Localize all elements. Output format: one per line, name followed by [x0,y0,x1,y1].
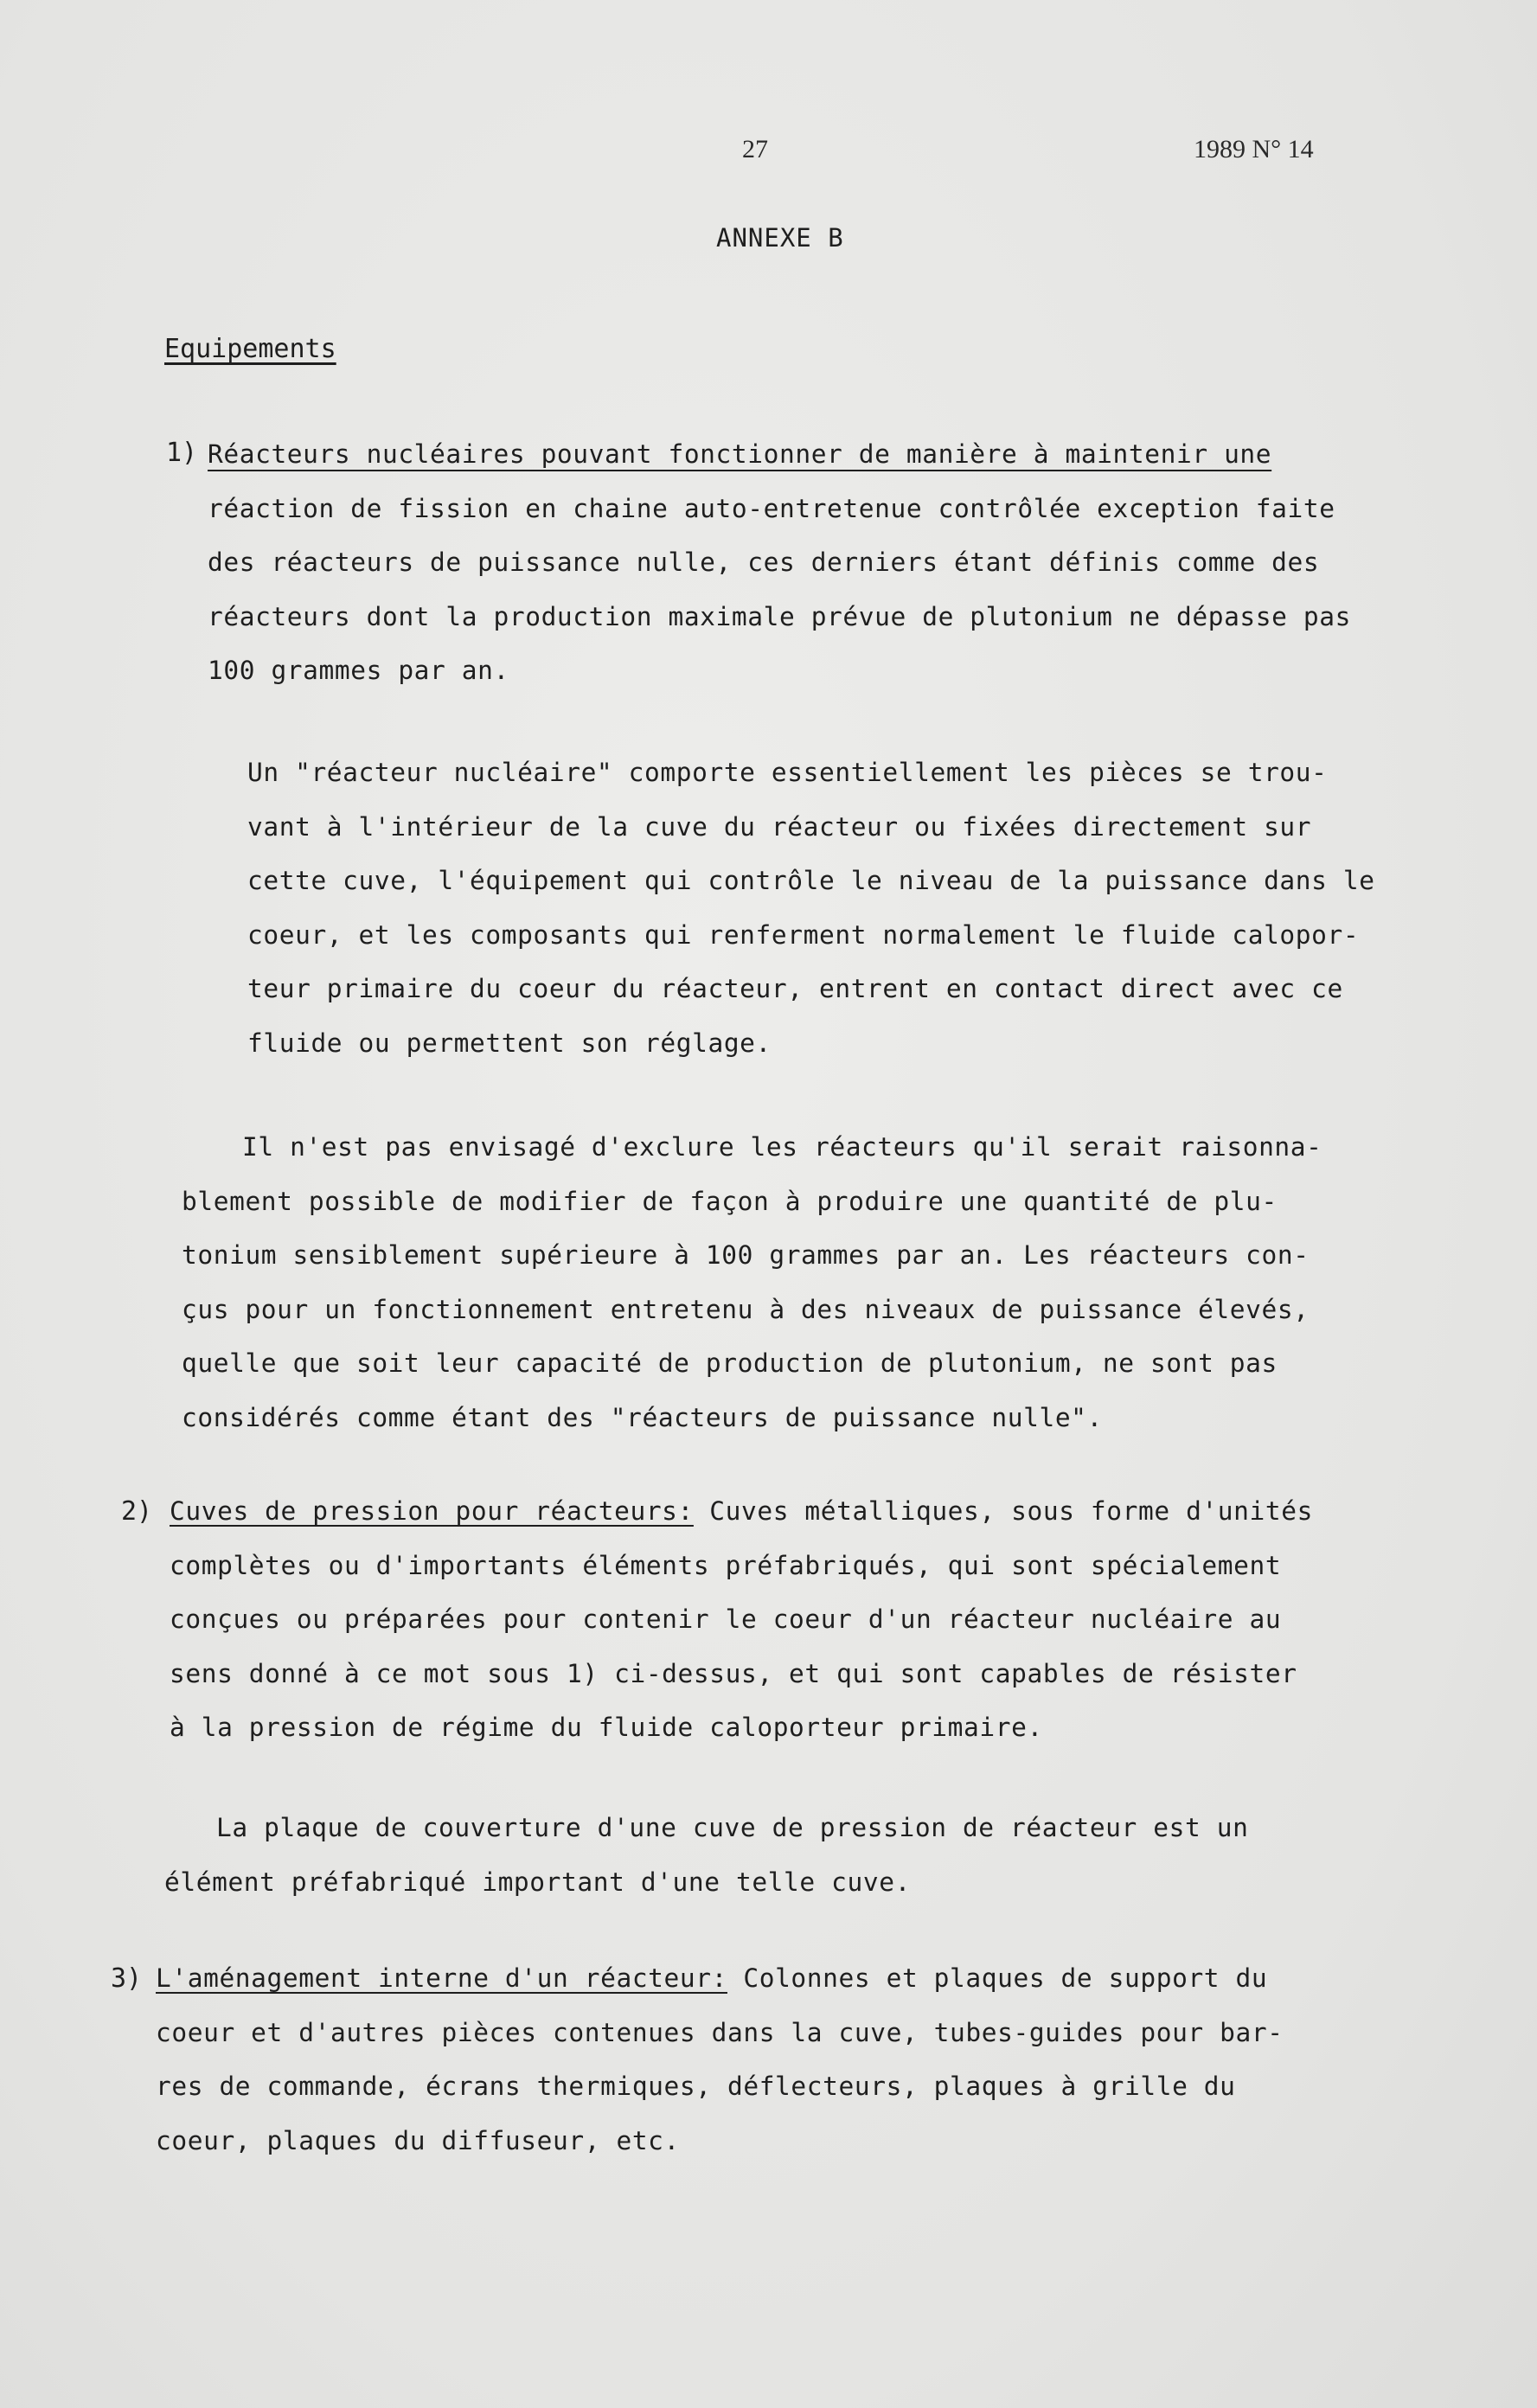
text-line: à la pression de régime du fluide caloporteur primaire. [170,1713,1043,1742]
text-line: quelle que soit leur capacité de production de plutonium, ne sont pas [182,1348,1278,1378]
text-line: réaction de fission en chaine auto-entretenue contrôlée exception faite [208,493,1335,523]
text-line: complètes ou d'importants éléments préfabriqués, qui sont spécialement [170,1550,1282,1580]
item-number: 2) [121,1496,153,1527]
text-line: conçues ou préparées pour contenir le coeur d'un réacteur nucléaire au [170,1604,1282,1634]
year-issue: 1989 N° 14 [1194,135,1314,163]
paragraph-amenagement-interne [156,1951,1284,2168]
text-line: coeur, et les composants qui renferment normalement le fluide calopor- [247,919,1360,950]
text-line: Un "réacteur nucléaire" comporte essentiellement les pièces se trou- [247,758,1328,787]
page-number: 27 [742,135,768,163]
text-line [156,1951,1284,2006]
text-line: çus pour un fonctionnement entretenu à des niveaux de puissance élevés, [182,1294,1310,1324]
text-line: vant à l'intérieur de la cuve du réacteur ou fixées directement sur [247,811,1312,842]
text-line: réacteurs dont la production maximale prévue de plutonium ne dépasse pas [208,601,1351,631]
item-heading: Cuves de pression pour réacteurs: [170,1496,694,1526]
text-line: Il n'est pas envisagé d'exclure les réacteurs qu'il serait raisonna- [242,1132,1322,1162]
text-line: teur primaire du coeur du réacteur, entrent en contact direct avec ce [247,974,1343,1003]
text-line: coeur et d'autres pièces contenues dans la cuve, tubes-guides pour bar- [156,2017,1284,2047]
paragraph-reacteurs-nucleaires [208,427,1351,698]
text-fragment: Colonnes et plaques de support du [727,1963,1268,1993]
text-line: La plaque de couverture d'une cuve de pression de réacteur est un [216,1813,1249,1842]
text-line: considérés comme étant des "réacteurs de puissance nulle". [182,1402,1103,1432]
text-line [170,1484,1313,1539]
text-line: tonium sensiblement supérieure à 100 grammes par an. Les réacteurs con- [182,1240,1310,1270]
paragraph-exclusion [182,1120,1322,1444]
text-line: 100 grammes par an. [208,656,509,685]
text-line: fluide ou permettent son réglage. [247,1028,772,1058]
annex-title: ANNEXE B [716,223,844,253]
text-fragment: Cuves métalliques, sous forme d'unités [693,1496,1313,1526]
text-line: Réacteurs nucléaires pouvant fonctionner de manière à maintenir une [208,439,1272,469]
section-title: Equipements [164,334,336,364]
text-line: élément préfabriqué important d'une telle cuve. [164,1867,911,1897]
text-line: sens donné à ce mot sous 1) ci-dessus, et qui sont capables de résister [170,1658,1297,1688]
text-line: res de commande, écrans thermiques, déflecteurs, plaques à grille du [156,2072,1236,2101]
text-line: des réacteurs de puissance nulle, ces derniers étant définis comme des [208,548,1320,577]
paragraph-definition-reacteur [247,746,1375,1070]
paragraph-cuves-pression [170,1484,1313,1755]
text-line: blement possible de modifier de façon à produire une quantité de plu- [182,1186,1278,1216]
text-line: coeur, plaques du diffuseur, etc. [156,2125,680,2155]
item-number: 3) [111,1963,143,1994]
text-line: cette cuve, l'équipement qui contrôle le niveau de la puissance dans le [247,866,1375,895]
item-number: 1) [166,438,198,468]
paragraph-plaque-couverture [164,1801,1248,1909]
item-heading: L'aménagement interne d'un réacteur: [156,1963,727,1993]
